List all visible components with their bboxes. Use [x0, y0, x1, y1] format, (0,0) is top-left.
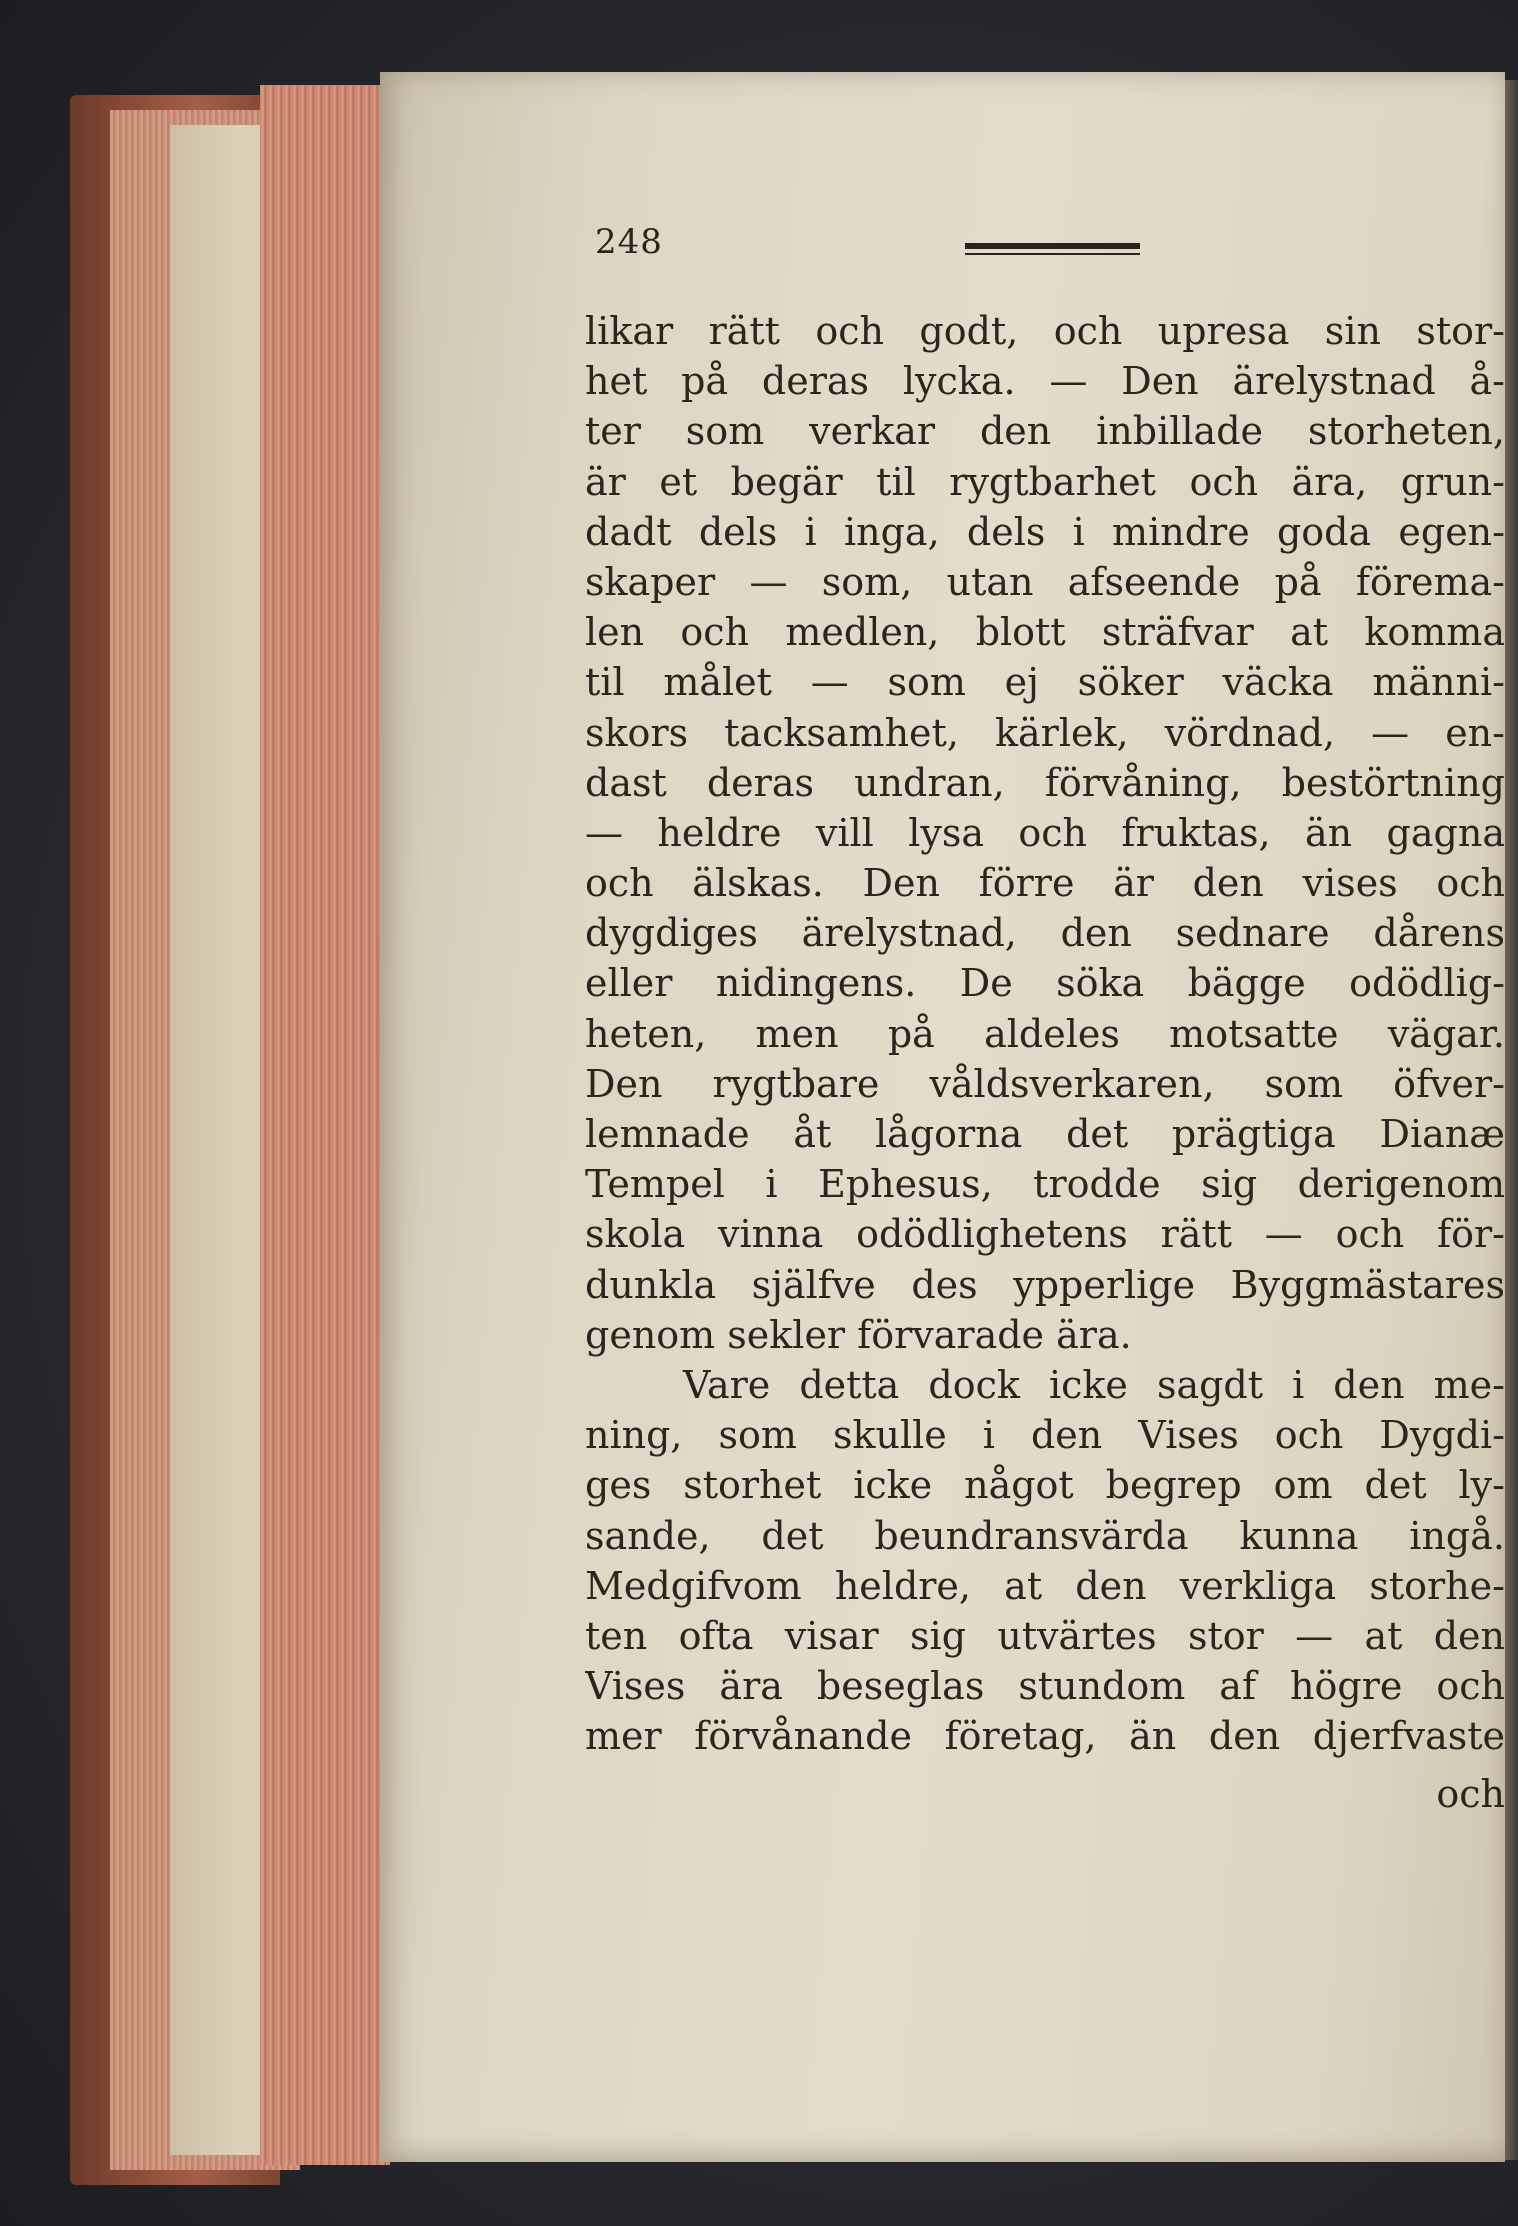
text-line: ten ofta visar sig utvärtes stor — at den [585, 1613, 1505, 1658]
text-line: likar rätt och godt, och upresa sin stor- [585, 309, 1505, 353]
catchword: och [1436, 1772, 1505, 1817]
text-line: ter som verkar den inbillade storheten, [585, 409, 1505, 454]
page-fore-edge [1505, 80, 1518, 2160]
body-text [585, 306, 1505, 1820]
text-line: — heldre vill lysa och fruktas, än gagna [585, 810, 1505, 855]
text-line: eller nidingens. De söka bägge odödlig- [585, 961, 1505, 1006]
text-line: Tempel i Ephesus, trodde sig derigenom [585, 1162, 1505, 1207]
text-line: är et begär til rygtbarhet och ära, grun- [585, 459, 1505, 504]
text-line: Vare detta dock icke sagdt i den me- [683, 1362, 1505, 1407]
text-line: dadt dels i inga, dels i mindre goda egen- [585, 509, 1505, 554]
text-line: och älskas. Den förre är den vises och [585, 861, 1505, 906]
header-rule [965, 243, 1140, 255]
text-line: sande, det beundransvärda kunna ingå. [585, 1513, 1505, 1558]
text-line: Medgifvom heldre, at den verkliga storhe- [585, 1563, 1505, 1608]
text-line: het på deras lycka. — Den ärelystnad å- [585, 359, 1505, 404]
text-line: mer förvånande företag, än den djerfvaste [585, 1714, 1505, 1759]
text-line: dunkla själfve des ypperlige Byggmästares [585, 1262, 1505, 1307]
text-line: skola vinna odödlighetens rätt — och för- [585, 1212, 1505, 1257]
text-line: dygdiges ärelystnad, den sednare dårens [585, 911, 1505, 956]
text-line: len och medlen, blott sträfvar at komma [585, 610, 1505, 655]
text-line: ges storhet icke något begrep om det ly- [585, 1463, 1505, 1508]
text-line: lemnade åt lågorna det prägtiga Dianæ [585, 1112, 1505, 1156]
page-number: 248 [595, 222, 663, 262]
text-line: heten, men på aldeles motsatte vägar. [585, 1011, 1505, 1056]
text-line: Vises ära beseglas stundom af högre och [585, 1664, 1505, 1709]
text-line: Den rygtbare våldsverkaren, som öfver- [585, 1061, 1505, 1106]
text-line: dast deras undran, förvåning, bestörtning [585, 760, 1505, 805]
text-line: genom sekler förvarade ära. [585, 1312, 1132, 1357]
text-line: skors tacksamhet, kärlek, vördnad, — en- [585, 710, 1505, 755]
text-line: skaper — som, utan afseende på förema- [585, 559, 1505, 604]
text-line: til målet — som ej söker väcka männi- [585, 660, 1505, 705]
text-line: ning, som skulle i den Vises och Dygdi- [585, 1413, 1505, 1458]
page-block-edge [260, 85, 390, 2165]
